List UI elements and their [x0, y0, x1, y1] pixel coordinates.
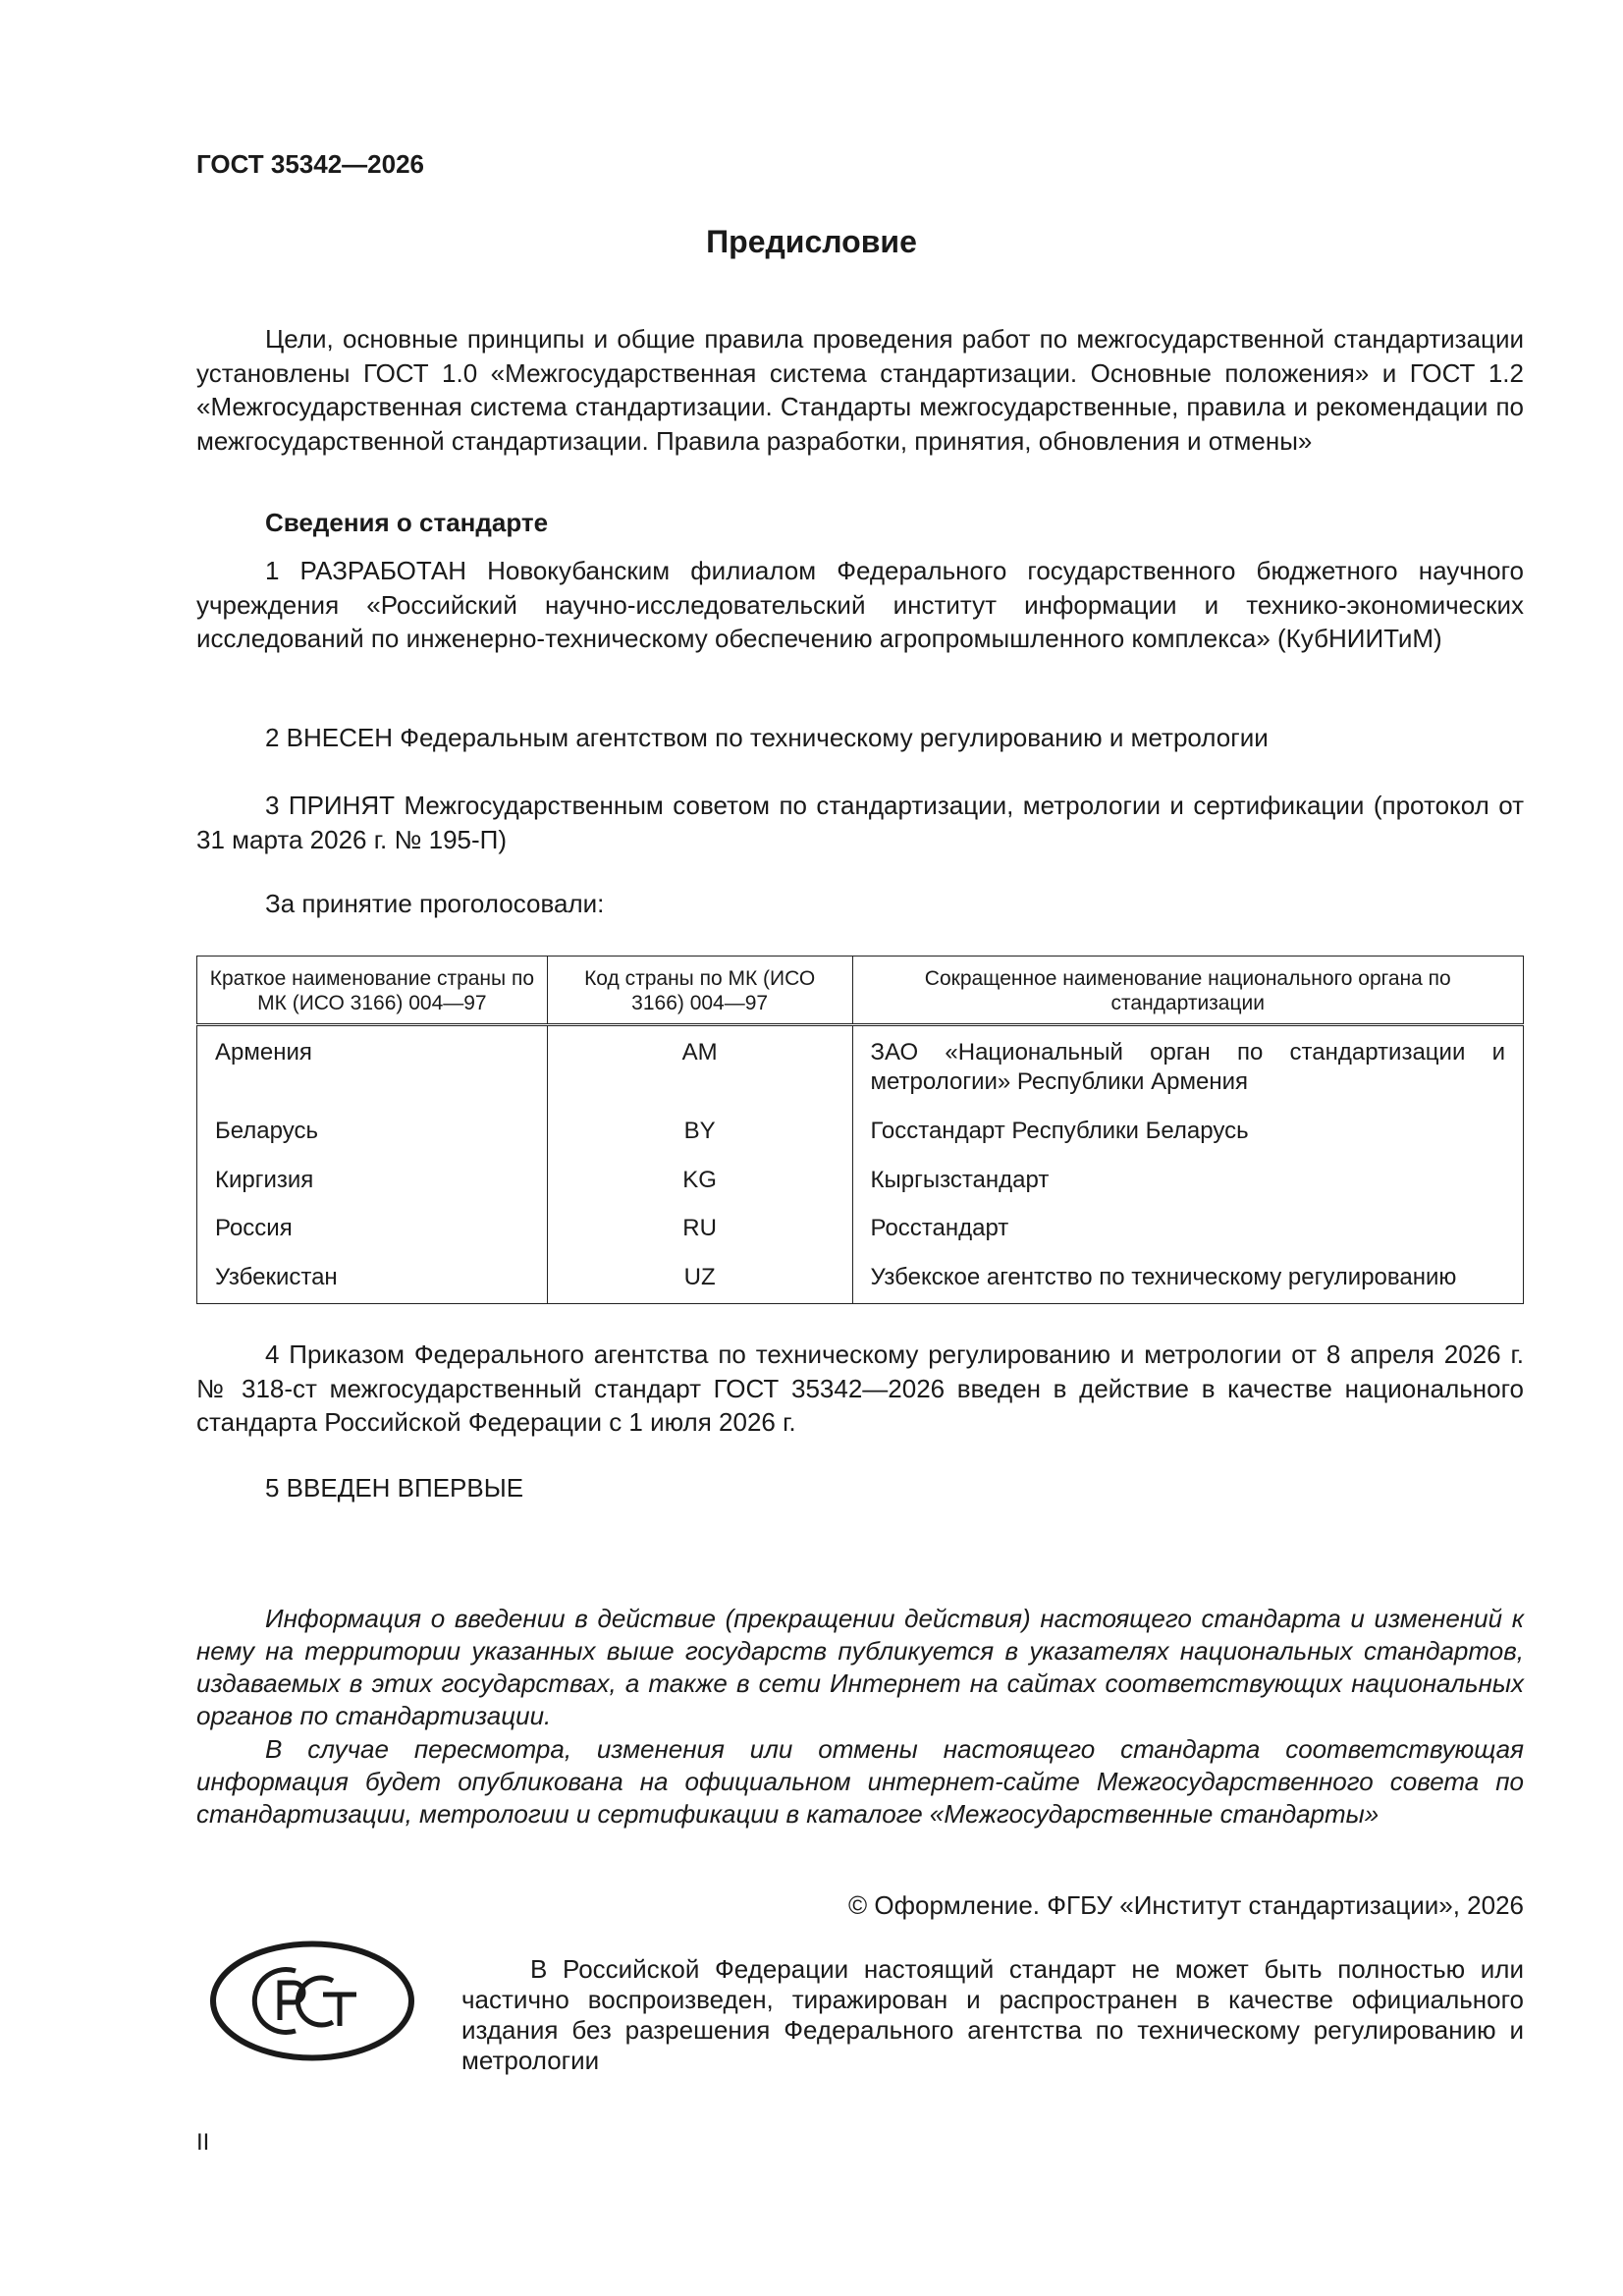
- cell-country: Армения: [197, 1025, 548, 1109]
- cell-body: Госстандарт Республики Беларусь: [852, 1108, 1524, 1156]
- cell-country: Киргизия: [197, 1157, 548, 1205]
- cell-body: Кыргызстандарт: [852, 1157, 1524, 1205]
- cell-code: KG: [547, 1157, 852, 1205]
- copyright-line: © Оформление. ФГБУ «Институт стандартизации», 2026: [848, 1890, 1524, 1920]
- page-title: Предисловие: [706, 224, 917, 259]
- document-id: ГОСТ 35342—2026: [196, 149, 424, 179]
- cell-country: Узбекистан: [197, 1254, 548, 1304]
- table-row: [197, 1025, 1524, 1109]
- voted-label: За принятие проголосовали:: [265, 889, 605, 918]
- cell-code: BY: [547, 1108, 852, 1156]
- cell-country: Россия: [197, 1205, 548, 1253]
- item-adopted: 3 ПРИНЯТ Межгосударственным советом по стандартизации, метрологии и сертификации (протокол от 31 марта 2026 г. № 195-П): [196, 791, 1524, 854]
- item-developed: 1 РАЗРАБОТАН Новокубанским филиалом Федерального государственного бюджетного научного учреждения «Российский научно-исследовательский институт информации и технико-экономических исследований по инженерно-техническому обеспечению агропромышленного комплекса» (КубНИИТиМ): [196, 556, 1524, 653]
- cell-code: UZ: [547, 1254, 852, 1304]
- header-country: Краткое наименование страны по МК (ИСО 3166) 004—97: [197, 957, 548, 1025]
- cell-body: ЗАО «Национальный орган по стандартизации и метрологии» Республики Армения: [852, 1025, 1524, 1109]
- table-row: [197, 1254, 1524, 1304]
- cell-body: Узбекское агентство по техническому регулированию: [852, 1254, 1524, 1304]
- cell-body: Росстандарт: [852, 1205, 1524, 1253]
- cell-code: AM: [547, 1025, 852, 1109]
- italic-info-1: Информация о введении в действие (прекращении действия) настоящего стандарта и изменений к нему на территории указанных выше государств публикуется в указателях национальных стандартов, издаваемых в этих государствах, а также в сети Интернет на сайтах соответствующих национальных органов по стандартизации.: [196, 1604, 1524, 1730]
- table-header-row: [197, 957, 1524, 1025]
- cell-country: Беларусь: [197, 1108, 548, 1156]
- page-number: II: [196, 2129, 210, 2156]
- info-heading: Сведения о стандарте: [265, 508, 549, 537]
- header-body: Сокращенное наименование национального органа по стандартизации: [852, 957, 1524, 1025]
- item-order: 4 Приказом Федерального агентства по техническому регулированию и метрологии от 8 апреля 2026 г. № 318-ст межгосударственный стандарт ГОСТ 35342—2026 введен в действие в качестве национального стандарта Российской Федерации с 1 июля 2026 г.: [196, 1339, 1524, 1437]
- rst-certification-mark-icon: [209, 1940, 415, 2067]
- intro-paragraph: Цели, основные принципы и общие правила проведения работ по межгосударственной стандартизации установлены ГОСТ 1.0 «Межгосударственная система стандартизации. Основные положения» и ГОСТ 1.2 «Межгосударственная система стандартизации. Стандарты межгосударственные, правила и рекомендации по межгосударственной стандартизации. Правила разработки, принятия, обновления и отмены»: [196, 324, 1524, 456]
- member-states-table: [196, 956, 1524, 1304]
- item-first-introduced: 5 ВВЕДЕН ВПЕРВЫЕ: [265, 1473, 524, 1503]
- header-code: Код страны по МК (ИСО 3166) 004—97: [547, 957, 852, 1025]
- item-introduced-by: 2 ВНЕСЕН Федеральным агентством по техническому регулированию и метрологии: [265, 723, 1269, 752]
- table-row: [197, 1205, 1524, 1253]
- cell-code: RU: [547, 1205, 852, 1253]
- italic-info-2: В случае пересмотра, изменения или отмены настоящего стандарта соответствующая информация будет опубликована на официальном интернет-сайте Межгосударственного совета по стандартизации, метрологии и сертификации в каталоге «Межгосударственные стандарты»: [196, 1734, 1524, 1829]
- table-row: [197, 1157, 1524, 1205]
- table-row: [197, 1108, 1524, 1156]
- reproduction-notice: В Российской Федерации настоящий стандарт не может быть полностью или частично воспроизведен, тиражирован и распространен в качестве официального издания без разрешения Федерального агентства по техническому регулированию и метрологии: [461, 1954, 1524, 2075]
